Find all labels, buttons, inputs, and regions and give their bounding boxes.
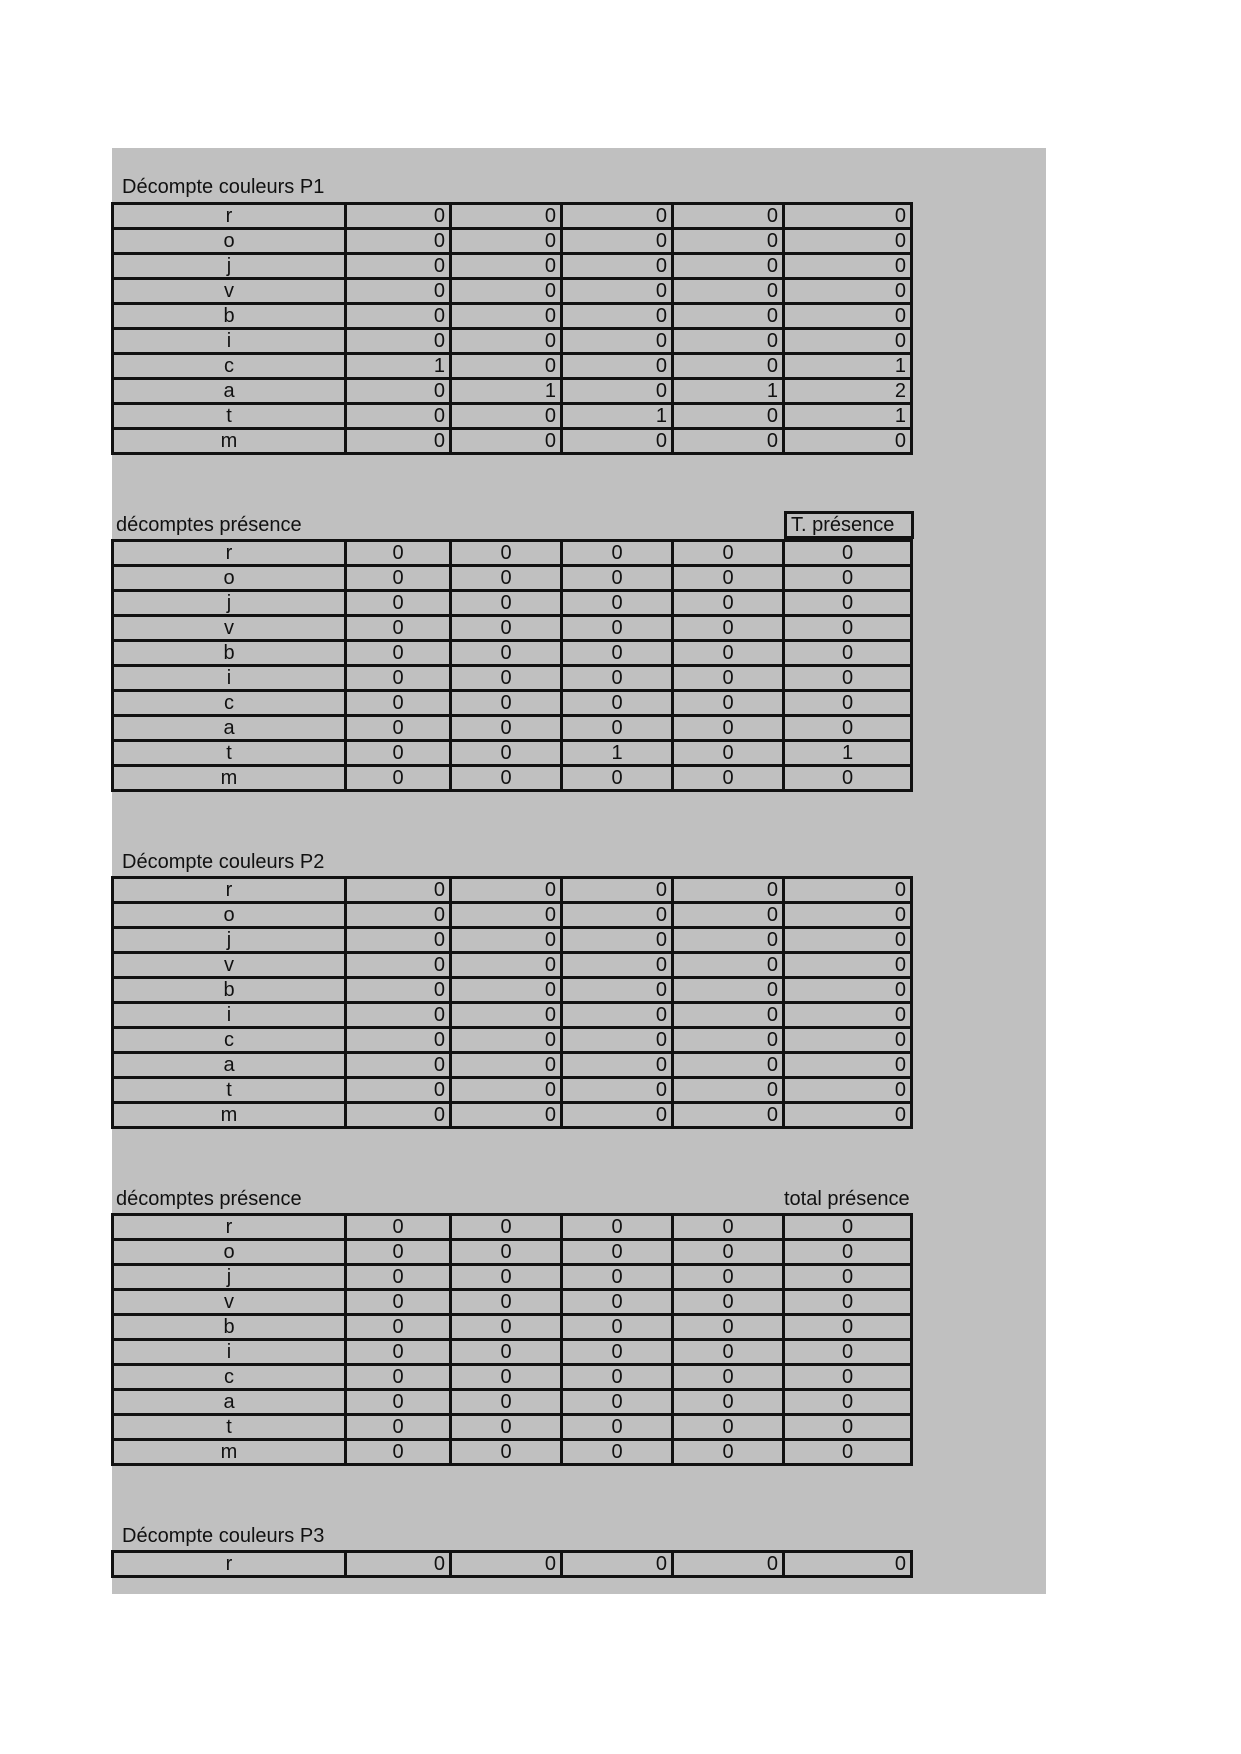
row-label-cell: c bbox=[113, 1028, 346, 1053]
row-label-cell: i bbox=[113, 329, 346, 354]
value-cell: 0 bbox=[673, 741, 784, 766]
value-cell: 0 bbox=[346, 1552, 451, 1577]
total-cell: 2 bbox=[784, 379, 912, 404]
total-cell: 0 bbox=[784, 1053, 912, 1078]
value-cell: 0 bbox=[562, 1265, 673, 1290]
value-cell: 0 bbox=[562, 928, 673, 953]
row-label-cell: v bbox=[113, 1290, 346, 1315]
row-label-cell: b bbox=[113, 641, 346, 666]
value-cell: 0 bbox=[673, 229, 784, 254]
value-cell: 0 bbox=[562, 1440, 673, 1465]
value-cell: 0 bbox=[562, 1028, 673, 1053]
total-cell: 0 bbox=[784, 1290, 912, 1315]
value-cell: 0 bbox=[562, 666, 673, 691]
total-cell: 0 bbox=[784, 229, 912, 254]
value-cell: 0 bbox=[562, 1552, 673, 1577]
total-cell: 0 bbox=[784, 978, 912, 1003]
table-row bbox=[113, 254, 912, 279]
total-cell: 0 bbox=[784, 878, 912, 903]
value-cell: 0 bbox=[451, 1103, 562, 1128]
value-cell: 0 bbox=[451, 1078, 562, 1103]
value-cell: 0 bbox=[346, 591, 451, 616]
value-cell: 0 bbox=[451, 1028, 562, 1053]
value-cell: 0 bbox=[673, 404, 784, 429]
total-cell: 0 bbox=[784, 1315, 912, 1340]
total-cell: 0 bbox=[784, 1078, 912, 1103]
value-cell: 0 bbox=[673, 1053, 784, 1078]
value-cell: 0 bbox=[451, 716, 562, 741]
value-cell: 1 bbox=[673, 379, 784, 404]
table-row bbox=[113, 1265, 912, 1290]
value-cell: 1 bbox=[346, 354, 451, 379]
total-cell: 0 bbox=[784, 716, 912, 741]
value-cell: 0 bbox=[346, 716, 451, 741]
table-row bbox=[113, 691, 912, 716]
table-row bbox=[113, 953, 912, 978]
value-cell: 0 bbox=[346, 1240, 451, 1265]
value-cell: 0 bbox=[451, 429, 562, 454]
value-cell: 0 bbox=[451, 541, 562, 566]
value-cell: 0 bbox=[562, 204, 673, 229]
value-cell: 0 bbox=[451, 953, 562, 978]
row-label-cell: a bbox=[113, 379, 346, 404]
value-cell: 0 bbox=[562, 329, 673, 354]
value-cell: 0 bbox=[673, 666, 784, 691]
value-cell: 0 bbox=[562, 429, 673, 454]
value-cell: 0 bbox=[673, 691, 784, 716]
value-cell: 0 bbox=[346, 1315, 451, 1340]
value-cell: 0 bbox=[562, 1315, 673, 1340]
value-cell: 0 bbox=[562, 1003, 673, 1028]
row-label-cell: j bbox=[113, 254, 346, 279]
row-label-cell: o bbox=[113, 229, 346, 254]
table-row bbox=[113, 354, 912, 379]
total-cell: 0 bbox=[784, 903, 912, 928]
value-cell: 0 bbox=[346, 1290, 451, 1315]
row-label-cell: v bbox=[113, 279, 346, 304]
value-cell: 0 bbox=[346, 304, 451, 329]
value-cell: 0 bbox=[451, 1053, 562, 1078]
value-cell: 0 bbox=[346, 903, 451, 928]
value-cell: 0 bbox=[673, 766, 784, 791]
total-cell: 0 bbox=[784, 429, 912, 454]
value-cell: 0 bbox=[346, 429, 451, 454]
value-cell: 0 bbox=[451, 204, 562, 229]
value-cell: 0 bbox=[562, 591, 673, 616]
total-cell: 0 bbox=[784, 591, 912, 616]
row-label-cell: v bbox=[113, 953, 346, 978]
value-cell: 0 bbox=[346, 691, 451, 716]
value-cell: 0 bbox=[673, 1240, 784, 1265]
value-cell: 0 bbox=[346, 1415, 451, 1440]
table-row bbox=[113, 1103, 912, 1128]
table-decompte-p3 bbox=[111, 1550, 913, 1578]
total-cell: 0 bbox=[784, 541, 912, 566]
row-label-cell: a bbox=[113, 1053, 346, 1078]
row-label-cell: i bbox=[113, 1003, 346, 1028]
value-cell: 0 bbox=[673, 204, 784, 229]
table-row bbox=[113, 716, 912, 741]
value-cell: 0 bbox=[562, 1240, 673, 1265]
table-row bbox=[113, 1028, 912, 1053]
value-cell: 0 bbox=[451, 1390, 562, 1415]
table-row bbox=[113, 641, 912, 666]
value-cell: 0 bbox=[673, 1078, 784, 1103]
total-cell: 1 bbox=[784, 741, 912, 766]
table-row bbox=[113, 741, 912, 766]
table-row bbox=[113, 878, 912, 903]
value-cell: 0 bbox=[673, 1315, 784, 1340]
total-cell: 0 bbox=[784, 1440, 912, 1465]
total-cell: 0 bbox=[784, 641, 912, 666]
table-row bbox=[113, 429, 912, 454]
value-cell: 0 bbox=[673, 1290, 784, 1315]
section-title-p3: Décompte couleurs P3 bbox=[122, 1525, 325, 1547]
value-cell: 0 bbox=[451, 928, 562, 953]
value-cell: 0 bbox=[346, 404, 451, 429]
value-cell: 0 bbox=[451, 1415, 562, 1440]
total-cell: 0 bbox=[784, 1365, 912, 1390]
value-cell: 0 bbox=[562, 1053, 673, 1078]
value-cell: 0 bbox=[451, 304, 562, 329]
value-cell: 0 bbox=[562, 254, 673, 279]
value-cell: 0 bbox=[673, 1340, 784, 1365]
row-label-cell: r bbox=[113, 541, 346, 566]
total-cell: 0 bbox=[784, 1003, 912, 1028]
value-cell: 0 bbox=[346, 1078, 451, 1103]
value-cell: 0 bbox=[673, 641, 784, 666]
row-label-cell: b bbox=[113, 304, 346, 329]
total-cell: 0 bbox=[784, 616, 912, 641]
table-row bbox=[113, 978, 912, 1003]
value-cell: 0 bbox=[673, 903, 784, 928]
value-cell: 0 bbox=[562, 229, 673, 254]
value-cell: 0 bbox=[673, 953, 784, 978]
value-cell: 0 bbox=[346, 1390, 451, 1415]
total-cell: 0 bbox=[784, 691, 912, 716]
value-cell: 0 bbox=[562, 541, 673, 566]
row-label-cell: o bbox=[113, 1240, 346, 1265]
total-cell: 1 bbox=[784, 404, 912, 429]
value-cell: 0 bbox=[346, 1003, 451, 1028]
value-cell: 0 bbox=[451, 1365, 562, 1390]
total-cell: 0 bbox=[784, 566, 912, 591]
value-cell: 0 bbox=[451, 566, 562, 591]
table-row bbox=[113, 591, 912, 616]
table-row bbox=[113, 1053, 912, 1078]
row-label-cell: o bbox=[113, 566, 346, 591]
row-label-cell: a bbox=[113, 1390, 346, 1415]
value-cell: 1 bbox=[562, 404, 673, 429]
value-cell: 0 bbox=[673, 279, 784, 304]
value-cell: 0 bbox=[673, 541, 784, 566]
total-cell: 0 bbox=[784, 204, 912, 229]
value-cell: 0 bbox=[562, 953, 673, 978]
value-cell: 0 bbox=[451, 878, 562, 903]
total-cell: 0 bbox=[784, 766, 912, 791]
value-cell: 0 bbox=[673, 1390, 784, 1415]
value-cell: 1 bbox=[562, 741, 673, 766]
value-cell: 0 bbox=[346, 878, 451, 903]
value-cell: 0 bbox=[673, 1103, 784, 1128]
row-label-cell: r bbox=[113, 1215, 346, 1240]
row-label-cell: r bbox=[113, 1552, 346, 1577]
value-cell: 0 bbox=[346, 566, 451, 591]
value-cell: 0 bbox=[346, 279, 451, 304]
value-cell: 0 bbox=[562, 716, 673, 741]
table-row bbox=[113, 1552, 912, 1577]
section-title-presence-p2: décomptes présence bbox=[116, 1188, 302, 1210]
value-cell: 0 bbox=[451, 591, 562, 616]
total-cell: 0 bbox=[784, 928, 912, 953]
value-cell: 0 bbox=[673, 566, 784, 591]
value-cell: 0 bbox=[673, 1003, 784, 1028]
value-cell: 0 bbox=[673, 616, 784, 641]
value-cell: 0 bbox=[673, 1265, 784, 1290]
row-label-cell: m bbox=[113, 1440, 346, 1465]
value-cell: 0 bbox=[562, 616, 673, 641]
table-row bbox=[113, 903, 912, 928]
value-cell: 0 bbox=[673, 354, 784, 379]
row-label-cell: j bbox=[113, 591, 346, 616]
value-cell: 0 bbox=[346, 766, 451, 791]
total-cell: 0 bbox=[784, 1415, 912, 1440]
value-cell: 0 bbox=[562, 1415, 673, 1440]
value-cell: 0 bbox=[562, 878, 673, 903]
value-cell: 0 bbox=[346, 978, 451, 1003]
total-cell: 0 bbox=[784, 1240, 912, 1265]
table-presence-p2 bbox=[111, 1213, 913, 1466]
value-cell: 0 bbox=[562, 691, 673, 716]
row-label-cell: c bbox=[113, 691, 346, 716]
row-label-cell: o bbox=[113, 903, 346, 928]
value-cell: 0 bbox=[562, 641, 673, 666]
table-row bbox=[113, 279, 912, 304]
row-label-cell: j bbox=[113, 928, 346, 953]
row-label-cell: i bbox=[113, 1340, 346, 1365]
value-cell: 0 bbox=[451, 254, 562, 279]
value-cell: 0 bbox=[346, 379, 451, 404]
value-cell: 0 bbox=[346, 1440, 451, 1465]
value-cell: 0 bbox=[346, 666, 451, 691]
value-cell: 0 bbox=[562, 1215, 673, 1240]
total-cell: 0 bbox=[784, 1103, 912, 1128]
section-title-presence-p1: décomptes présence bbox=[116, 514, 302, 536]
value-cell: 0 bbox=[673, 1215, 784, 1240]
row-label-cell: m bbox=[113, 766, 346, 791]
table-row bbox=[113, 1390, 912, 1415]
value-cell: 0 bbox=[451, 329, 562, 354]
row-label-cell: v bbox=[113, 616, 346, 641]
value-cell: 0 bbox=[451, 229, 562, 254]
value-cell: 0 bbox=[451, 1265, 562, 1290]
value-cell: 0 bbox=[451, 354, 562, 379]
value-cell: 0 bbox=[562, 1390, 673, 1415]
table-row bbox=[113, 1003, 912, 1028]
table-row bbox=[113, 304, 912, 329]
value-cell: 0 bbox=[451, 666, 562, 691]
value-cell: 0 bbox=[673, 878, 784, 903]
value-cell: 0 bbox=[673, 429, 784, 454]
value-cell: 0 bbox=[562, 379, 673, 404]
table-row bbox=[113, 1078, 912, 1103]
value-cell: 0 bbox=[346, 1340, 451, 1365]
total-cell: 0 bbox=[784, 666, 912, 691]
table-row bbox=[113, 204, 912, 229]
value-cell: 0 bbox=[451, 1240, 562, 1265]
section-title-p2: Décompte couleurs P2 bbox=[122, 851, 325, 873]
value-cell: 1 bbox=[451, 379, 562, 404]
value-cell: 0 bbox=[562, 766, 673, 791]
value-cell: 0 bbox=[451, 404, 562, 429]
total-cell: 0 bbox=[784, 1215, 912, 1240]
value-cell: 0 bbox=[346, 928, 451, 953]
value-cell: 0 bbox=[451, 1440, 562, 1465]
table-row bbox=[113, 541, 912, 566]
value-cell: 0 bbox=[562, 1340, 673, 1365]
table-row bbox=[113, 1290, 912, 1315]
row-label-cell: r bbox=[113, 204, 346, 229]
row-label-cell: r bbox=[113, 878, 346, 903]
row-label-cell: i bbox=[113, 666, 346, 691]
table-row bbox=[113, 1215, 912, 1240]
value-cell: 0 bbox=[673, 329, 784, 354]
table-row bbox=[113, 1440, 912, 1465]
value-cell: 0 bbox=[346, 1365, 451, 1390]
value-cell: 0 bbox=[451, 1215, 562, 1240]
value-cell: 0 bbox=[451, 616, 562, 641]
value-cell: 0 bbox=[346, 616, 451, 641]
row-label-cell: b bbox=[113, 978, 346, 1003]
total-cell: 1 bbox=[784, 354, 912, 379]
value-cell: 0 bbox=[673, 1552, 784, 1577]
total-cell: 0 bbox=[784, 1390, 912, 1415]
row-label-cell: t bbox=[113, 1078, 346, 1103]
value-cell: 0 bbox=[346, 254, 451, 279]
table-row bbox=[113, 566, 912, 591]
value-cell: 0 bbox=[673, 1440, 784, 1465]
value-cell: 0 bbox=[562, 1365, 673, 1390]
value-cell: 0 bbox=[451, 741, 562, 766]
row-label-cell: c bbox=[113, 354, 346, 379]
value-cell: 0 bbox=[673, 254, 784, 279]
table-presence-p1 bbox=[111, 539, 913, 792]
table-row bbox=[113, 1340, 912, 1365]
value-cell: 0 bbox=[346, 204, 451, 229]
total-cell: 0 bbox=[784, 1552, 912, 1577]
value-cell: 0 bbox=[346, 741, 451, 766]
value-cell: 0 bbox=[562, 279, 673, 304]
value-cell: 0 bbox=[346, 1265, 451, 1290]
table-decompte-p2 bbox=[111, 876, 913, 1129]
value-cell: 0 bbox=[451, 1340, 562, 1365]
row-label-cell: t bbox=[113, 1415, 346, 1440]
value-cell: 0 bbox=[562, 1103, 673, 1128]
total-cell: 0 bbox=[784, 279, 912, 304]
value-cell: 0 bbox=[562, 566, 673, 591]
table-row bbox=[113, 329, 912, 354]
section-title-p1: Décompte couleurs P1 bbox=[122, 176, 325, 198]
value-cell: 0 bbox=[562, 1078, 673, 1103]
value-cell: 0 bbox=[673, 591, 784, 616]
row-label-cell: m bbox=[113, 1103, 346, 1128]
row-label-cell: t bbox=[113, 741, 346, 766]
value-cell: 0 bbox=[673, 1415, 784, 1440]
row-label-cell: m bbox=[113, 429, 346, 454]
row-label-cell: t bbox=[113, 404, 346, 429]
value-cell: 0 bbox=[673, 716, 784, 741]
value-cell: 0 bbox=[562, 1290, 673, 1315]
table-row bbox=[113, 616, 912, 641]
table-row bbox=[113, 928, 912, 953]
value-cell: 0 bbox=[346, 229, 451, 254]
value-cell: 0 bbox=[451, 903, 562, 928]
value-cell: 0 bbox=[346, 541, 451, 566]
value-cell: 0 bbox=[346, 1103, 451, 1128]
row-label-cell: j bbox=[113, 1265, 346, 1290]
value-cell: 0 bbox=[346, 1215, 451, 1240]
value-cell: 0 bbox=[346, 1053, 451, 1078]
table-decompte-p1 bbox=[111, 202, 913, 455]
value-cell: 0 bbox=[346, 641, 451, 666]
value-cell: 0 bbox=[673, 1365, 784, 1390]
total-cell: 0 bbox=[784, 304, 912, 329]
value-cell: 0 bbox=[346, 953, 451, 978]
value-cell: 0 bbox=[562, 354, 673, 379]
total-cell: 0 bbox=[784, 254, 912, 279]
value-cell: 0 bbox=[673, 304, 784, 329]
table-row bbox=[113, 1415, 912, 1440]
row-label-cell: c bbox=[113, 1365, 346, 1390]
value-cell: 0 bbox=[562, 978, 673, 1003]
total-cell: 0 bbox=[784, 1265, 912, 1290]
row-label-cell: a bbox=[113, 716, 346, 741]
value-cell: 0 bbox=[346, 329, 451, 354]
value-cell: 0 bbox=[451, 279, 562, 304]
value-cell: 0 bbox=[451, 1552, 562, 1577]
total-presence-label-p2: total présence bbox=[784, 1188, 910, 1210]
table-row bbox=[113, 1315, 912, 1340]
value-cell: 0 bbox=[451, 1315, 562, 1340]
total-presence-label: T. présence bbox=[784, 511, 914, 539]
value-cell: 0 bbox=[562, 304, 673, 329]
value-cell: 0 bbox=[451, 691, 562, 716]
value-cell: 0 bbox=[562, 903, 673, 928]
table-row bbox=[113, 666, 912, 691]
table-row bbox=[113, 229, 912, 254]
table-row bbox=[113, 766, 912, 791]
table-row bbox=[113, 1365, 912, 1390]
total-cell: 0 bbox=[784, 1340, 912, 1365]
table-row bbox=[113, 379, 912, 404]
value-cell: 0 bbox=[346, 1028, 451, 1053]
value-cell: 0 bbox=[673, 1028, 784, 1053]
value-cell: 0 bbox=[673, 928, 784, 953]
total-cell: 0 bbox=[784, 329, 912, 354]
total-cell: 0 bbox=[784, 1028, 912, 1053]
table-row bbox=[113, 1240, 912, 1265]
value-cell: 0 bbox=[451, 1290, 562, 1315]
table-row bbox=[113, 404, 912, 429]
row-label-cell: b bbox=[113, 1315, 346, 1340]
value-cell: 0 bbox=[451, 766, 562, 791]
total-cell: 0 bbox=[784, 953, 912, 978]
value-cell: 0 bbox=[451, 1003, 562, 1028]
value-cell: 0 bbox=[451, 641, 562, 666]
value-cell: 0 bbox=[451, 978, 562, 1003]
value-cell: 0 bbox=[673, 978, 784, 1003]
